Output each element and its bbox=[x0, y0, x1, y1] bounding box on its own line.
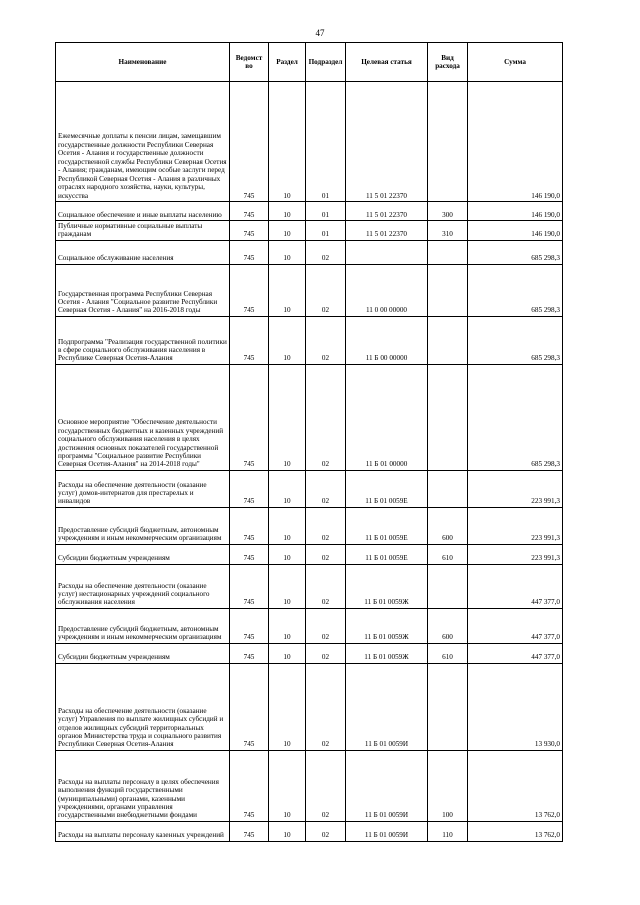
cell-item: 11 5 01 22370 bbox=[346, 221, 428, 241]
header-dept: Ведомст во bbox=[230, 43, 269, 82]
cell-item: 11 Б 01 0059И bbox=[346, 663, 428, 750]
table-row bbox=[56, 316, 563, 364]
cell-subsection: 01 bbox=[306, 82, 346, 202]
cell-type: 300 bbox=[428, 202, 468, 221]
cell-section: 10 bbox=[269, 821, 306, 841]
cell-dept: 745 bbox=[230, 564, 269, 608]
cell-item: 11 Б 01 0059Ж bbox=[346, 608, 428, 643]
cell-name: Расходы на выплаты персоналу в целях обеспечения выполнения функций государственными (муниципальными) органами, казенными учреждениями, органами управления государственными внебюджетными фондами bbox=[56, 750, 230, 821]
cell-type bbox=[428, 264, 468, 316]
cell-type bbox=[428, 564, 468, 608]
cell-section: 10 bbox=[269, 507, 306, 544]
table-row bbox=[56, 221, 563, 241]
cell-section: 10 bbox=[269, 608, 306, 643]
cell-dept: 745 bbox=[230, 544, 269, 564]
cell-dept: 745 bbox=[230, 316, 269, 364]
cell-sum: 685 298,3 bbox=[468, 240, 563, 264]
cell-type bbox=[428, 82, 468, 202]
cell-name: Подпрограмма "Реализация государственной политики в сфере социального обслуживания населения в Республике Северная Осетия-Алания bbox=[56, 316, 230, 364]
cell-type: 310 bbox=[428, 221, 468, 241]
header-name: Наименование bbox=[56, 43, 230, 82]
cell-dept: 745 bbox=[230, 663, 269, 750]
cell-item: 11 Б 01 0059И bbox=[346, 750, 428, 821]
cell-item: 11 5 01 22370 bbox=[346, 202, 428, 221]
cell-type bbox=[428, 240, 468, 264]
cell-sum: 146 190,0 bbox=[468, 82, 563, 202]
cell-item: 11 Б 01 0059Е bbox=[346, 544, 428, 564]
cell-section: 10 bbox=[269, 364, 306, 470]
cell-subsection: 01 bbox=[306, 221, 346, 241]
header-type: Вид расхода bbox=[428, 43, 468, 82]
header-subsection: Подраздел bbox=[306, 43, 346, 82]
cell-sum: 223 991,3 bbox=[468, 507, 563, 544]
table-row bbox=[56, 608, 563, 643]
cell-sum: 223 991,3 bbox=[468, 544, 563, 564]
cell-sum: 685 298,3 bbox=[468, 364, 563, 470]
cell-type bbox=[428, 316, 468, 364]
cell-subsection: 02 bbox=[306, 240, 346, 264]
cell-dept: 745 bbox=[230, 750, 269, 821]
cell-type: 100 bbox=[428, 750, 468, 821]
cell-type bbox=[428, 470, 468, 507]
cell-item: 11 0 00 00000 bbox=[346, 264, 428, 316]
cell-item bbox=[346, 240, 428, 264]
cell-section: 10 bbox=[269, 663, 306, 750]
cell-subsection: 02 bbox=[306, 564, 346, 608]
cell-section: 10 bbox=[269, 264, 306, 316]
cell-subsection: 02 bbox=[306, 364, 346, 470]
cell-name: Социальное обеспечение и иные выплаты населению bbox=[56, 202, 230, 221]
cell-sum: 447 377,0 bbox=[468, 564, 563, 608]
cell-item: 11 5 01 22370 bbox=[346, 82, 428, 202]
table-row bbox=[56, 564, 563, 608]
cell-dept: 745 bbox=[230, 470, 269, 507]
cell-name: Предоставление субсидий бюджетным, автономным учреждениям и иным некоммерческим организациям bbox=[56, 608, 230, 643]
cell-subsection: 02 bbox=[306, 608, 346, 643]
cell-item: 11 Б 01 0059Ж bbox=[346, 643, 428, 663]
table-row bbox=[56, 264, 563, 316]
cell-subsection: 02 bbox=[306, 470, 346, 507]
table-row bbox=[56, 470, 563, 507]
cell-section: 10 bbox=[269, 750, 306, 821]
page-number: 47 bbox=[315, 28, 325, 38]
cell-name: Государственная программа Республики Северная Осетия - Алания "Социальное развитие Республики Северная Осетия - Алания" на 2016-2018 годы bbox=[56, 264, 230, 316]
header-item: Целевая статья bbox=[346, 43, 428, 82]
cell-dept: 745 bbox=[230, 264, 269, 316]
cell-sum: 146 190,0 bbox=[468, 221, 563, 241]
table-header-row bbox=[56, 43, 563, 82]
cell-type: 110 bbox=[428, 821, 468, 841]
cell-sum: 223 991,3 bbox=[468, 470, 563, 507]
cell-section: 10 bbox=[269, 240, 306, 264]
table-row bbox=[56, 240, 563, 264]
cell-subsection: 02 bbox=[306, 643, 346, 663]
cell-dept: 745 bbox=[230, 608, 269, 643]
cell-name: Социальное обслуживание населения bbox=[56, 240, 230, 264]
cell-sum: 146 190,0 bbox=[468, 202, 563, 221]
cell-dept: 745 bbox=[230, 364, 269, 470]
cell-type: 610 bbox=[428, 544, 468, 564]
cell-sum: 13 930,0 bbox=[468, 663, 563, 750]
cell-section: 10 bbox=[269, 221, 306, 241]
table-row bbox=[56, 750, 563, 821]
cell-subsection: 02 bbox=[306, 316, 346, 364]
cell-section: 10 bbox=[269, 544, 306, 564]
budget-table bbox=[55, 42, 563, 842]
cell-item: 11 Б 00 00000 bbox=[346, 316, 428, 364]
cell-name: Расходы на обеспечение деятельности (оказание услуг) домов-интернатов для престарелых и инвалидов bbox=[56, 470, 230, 507]
cell-item: 11 Б 01 00000 bbox=[346, 364, 428, 470]
cell-section: 10 bbox=[269, 470, 306, 507]
cell-subsection: 02 bbox=[306, 507, 346, 544]
table-row bbox=[56, 663, 563, 750]
header-section: Раздел bbox=[269, 43, 306, 82]
cell-dept: 745 bbox=[230, 821, 269, 841]
cell-name: Основное мероприятие "Обеспечение деятельности государственных бюджетных и казенных учреждений социального обслуживания населения в целях достижения основных показателей государственной программы "Социальное развитие Республики Северная Осетия-Алания" на 2014-2018 годы" bbox=[56, 364, 230, 470]
cell-section: 10 bbox=[269, 316, 306, 364]
cell-dept: 745 bbox=[230, 240, 269, 264]
cell-item: 11 Б 01 0059Ж bbox=[346, 564, 428, 608]
cell-dept: 745 bbox=[230, 221, 269, 241]
cell-type bbox=[428, 364, 468, 470]
table-row bbox=[56, 82, 563, 202]
cell-sum: 13 762,0 bbox=[468, 750, 563, 821]
cell-subsection: 02 bbox=[306, 663, 346, 750]
cell-item: 11 Б 01 0059И bbox=[346, 821, 428, 841]
cell-section: 10 bbox=[269, 202, 306, 221]
cell-name: Расходы на обеспечение деятельности (оказание услуг) Управления по выплате жилищных субсидий и отделов жилищных субсидий территориальных органов Министерства труда и социального развития Республики Северная Осетия-Алания bbox=[56, 663, 230, 750]
cell-sum: 685 298,3 bbox=[468, 316, 563, 364]
cell-name: Расходы на выплаты персоналу казенных учреждений bbox=[56, 821, 230, 841]
table-row bbox=[56, 364, 563, 470]
cell-item: 11 Б 01 0059Е bbox=[346, 507, 428, 544]
cell-dept: 745 bbox=[230, 643, 269, 663]
cell-item: 11 Б 01 0059Е bbox=[346, 470, 428, 507]
table-row bbox=[56, 544, 563, 564]
table-body bbox=[56, 82, 563, 842]
table-row bbox=[56, 643, 563, 663]
cell-subsection: 02 bbox=[306, 750, 346, 821]
cell-sum: 447 377,0 bbox=[468, 643, 563, 663]
cell-dept: 745 bbox=[230, 82, 269, 202]
cell-name: Публичные нормативные социальные выплаты гражданам bbox=[56, 221, 230, 241]
cell-sum: 13 762,0 bbox=[468, 821, 563, 841]
cell-sum: 685 298,3 bbox=[468, 264, 563, 316]
cell-subsection: 02 bbox=[306, 821, 346, 841]
cell-section: 10 bbox=[269, 82, 306, 202]
cell-subsection: 02 bbox=[306, 544, 346, 564]
cell-name: Субсидии бюджетным учреждениям bbox=[56, 643, 230, 663]
table-row bbox=[56, 202, 563, 221]
cell-dept: 745 bbox=[230, 202, 269, 221]
cell-section: 10 bbox=[269, 564, 306, 608]
cell-subsection: 01 bbox=[306, 202, 346, 221]
cell-dept: 745 bbox=[230, 507, 269, 544]
table-row bbox=[56, 507, 563, 544]
cell-name: Ежемесячные доплаты к пенсии лицам, замещавшим государственные должности Республики Северная Осетия - Алания и государственные должности государственной службы Республики Северная Осетия - Алания; гражданам, имеющим особые заслуги перед Республикой Северная Осетия - Алания в различных отраслях народного хозяйства, науки, культуры, искусства bbox=[56, 82, 230, 202]
cell-type bbox=[428, 663, 468, 750]
cell-name: Субсидии бюджетным учреждениям bbox=[56, 544, 230, 564]
cell-name: Предоставление субсидий бюджетным, автономным учреждениям и иным некоммерческим организациям bbox=[56, 507, 230, 544]
table-row bbox=[56, 821, 563, 841]
cell-sum: 447 377,0 bbox=[468, 608, 563, 643]
cell-type: 610 bbox=[428, 643, 468, 663]
cell-section: 10 bbox=[269, 643, 306, 663]
cell-name: Расходы на обеспечение деятельности (оказание услуг) нестационарных учреждений социального обслуживания населения bbox=[56, 564, 230, 608]
cell-type: 600 bbox=[428, 507, 468, 544]
cell-subsection: 02 bbox=[306, 264, 346, 316]
cell-type: 600 bbox=[428, 608, 468, 643]
header-sum: Сумма bbox=[468, 43, 563, 82]
